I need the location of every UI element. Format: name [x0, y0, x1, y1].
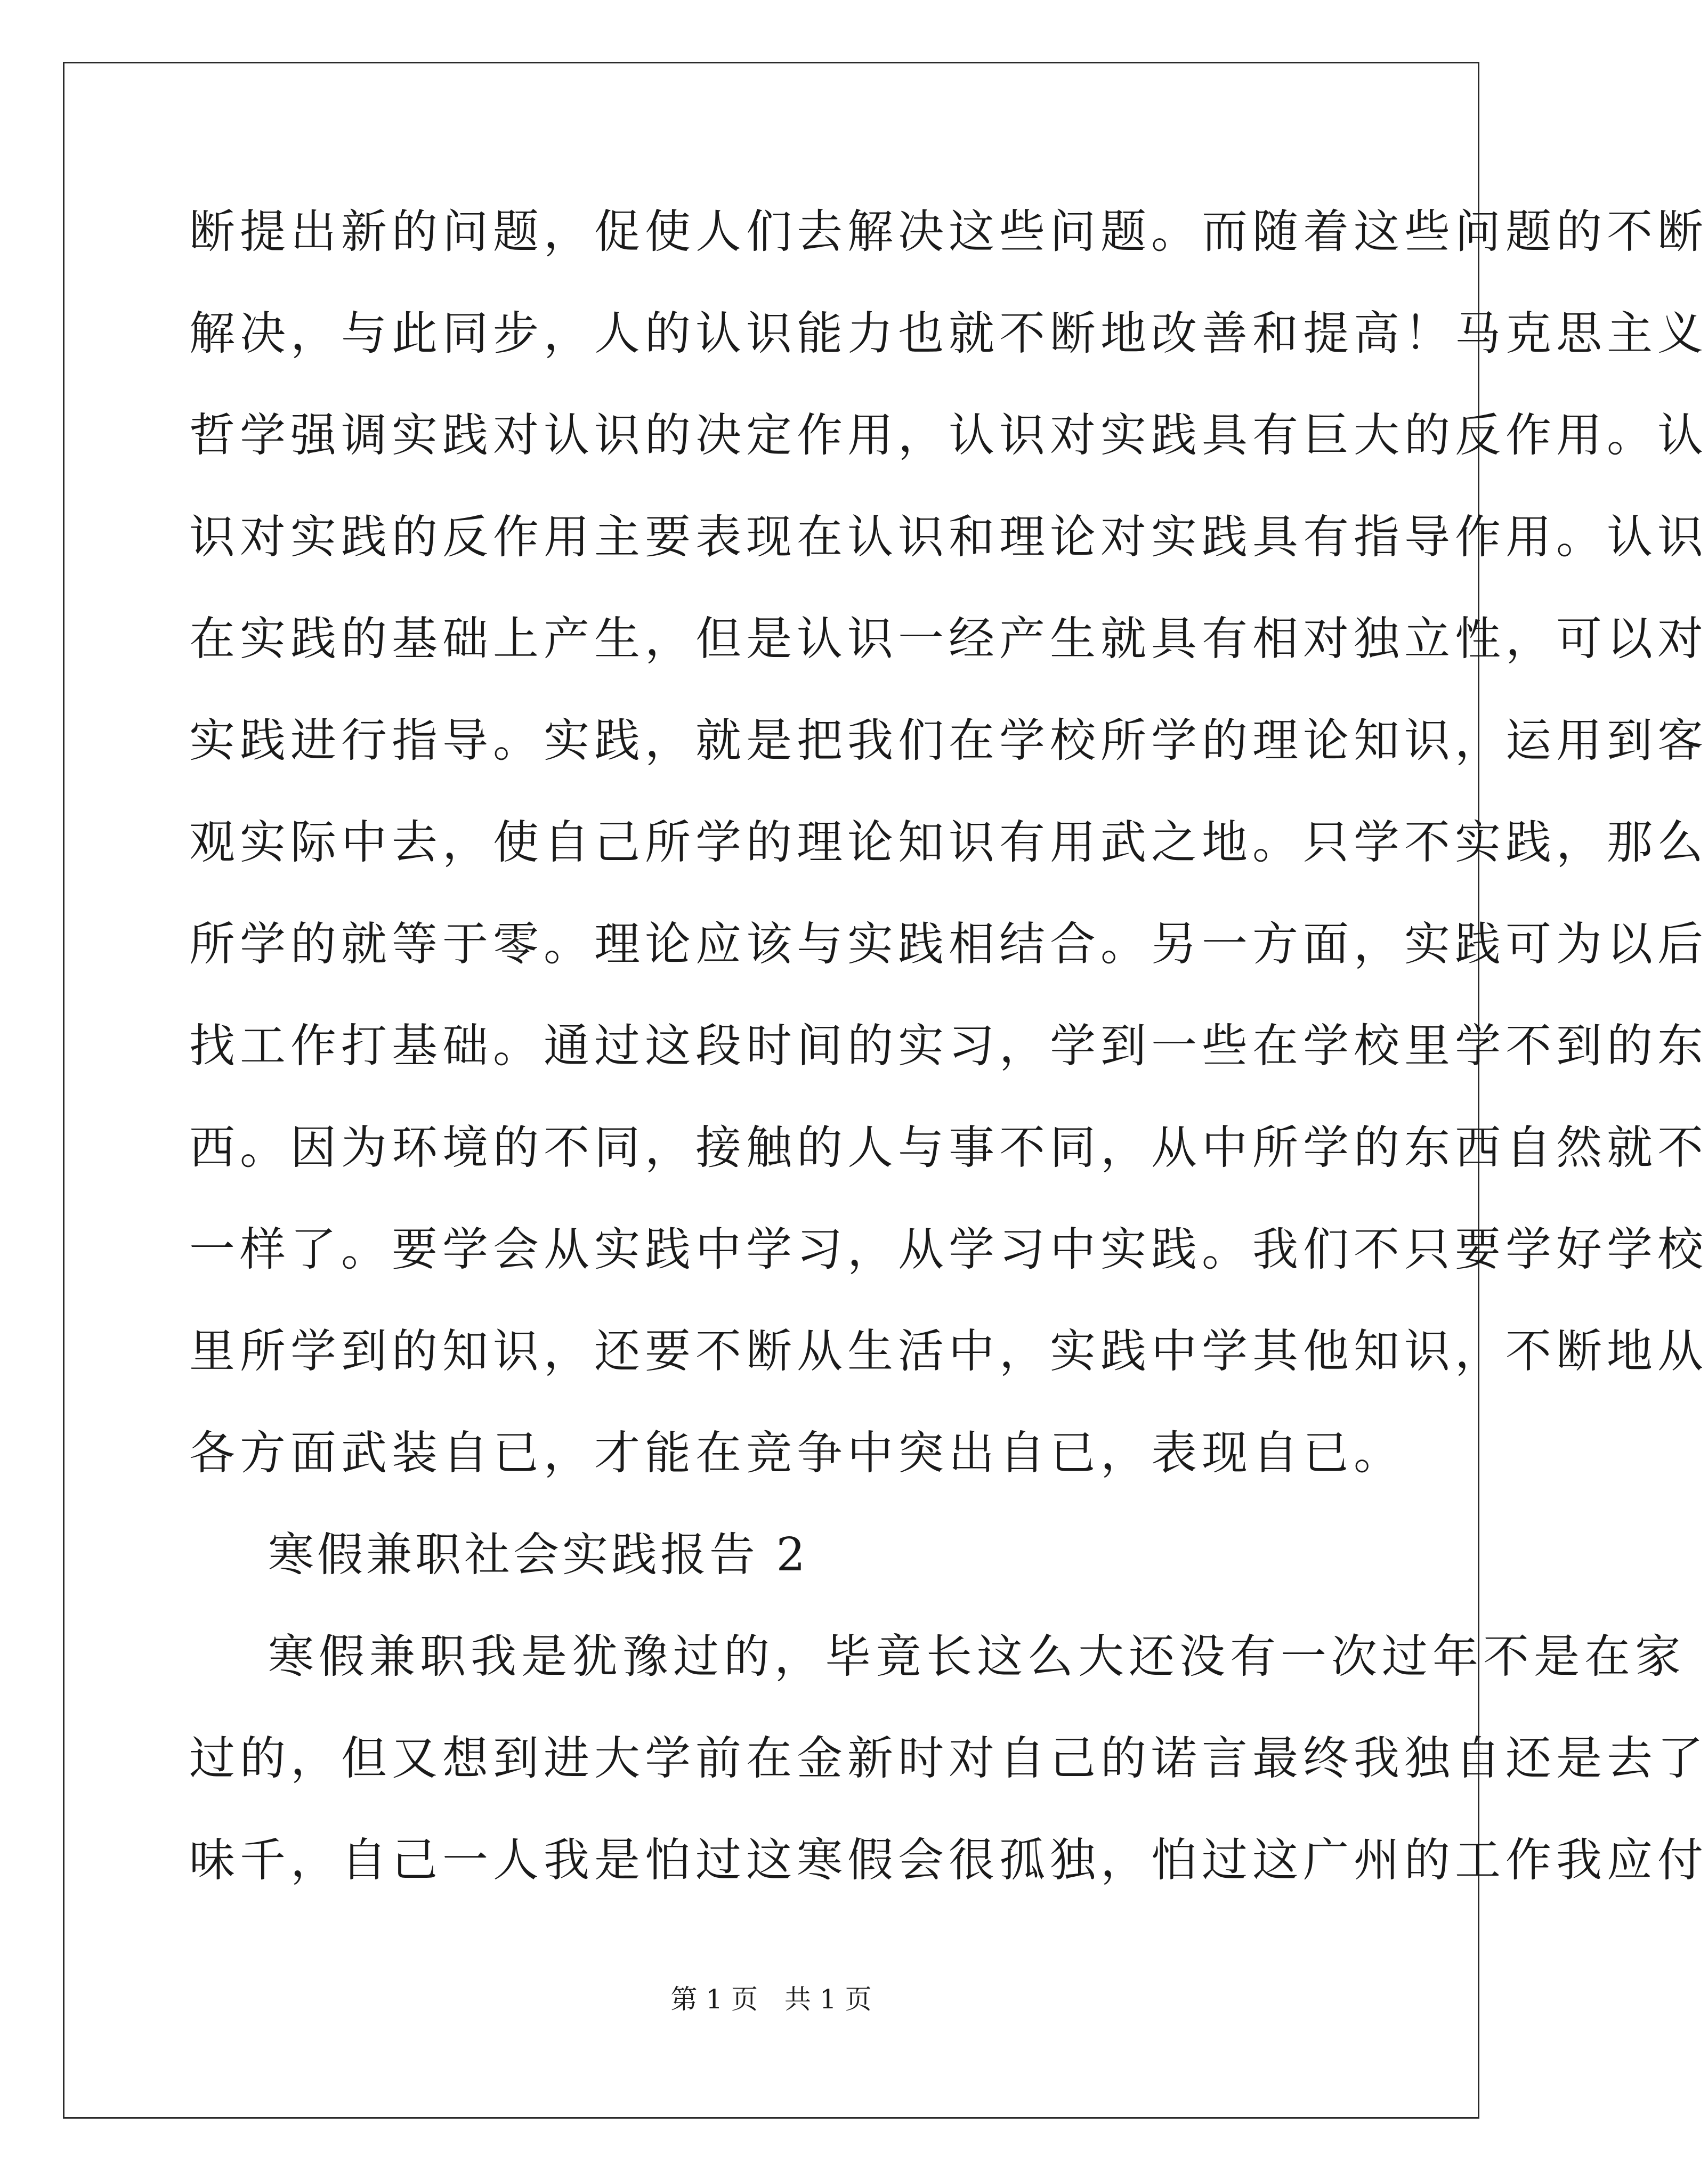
paragraph-line: 寒假兼职我是犹豫过的，毕竟长这么大还没有一次过年不是在家 [268, 1630, 1686, 1683]
section-heading: 寒假兼职社会实践报告 2 [268, 1528, 809, 1582]
paragraph-line: 观实际中去，使自己所学的理论知识有用武之地。只学不实践，那么 [189, 816, 1708, 869]
paragraph-line: 过的，但又想到进大学前在金新时对自己的诺言最终我独自还是去了 [189, 1732, 1708, 1785]
paragraph-line: 所学的就等于零。理论应该与实践相结合。另一方面，实践可为以后 [189, 918, 1708, 971]
paragraph-line: 西。因为环境的不同，接触的人与事不同，从中所学的东西自然就不 [189, 1121, 1708, 1174]
paragraph-line: 里所学到的知识，还要不断从生活中，实践中学其他知识，不断地从 [189, 1325, 1708, 1378]
paragraph-line: 哲学强调实践对认识的决定作用，认识对实践具有巨大的反作用。认 [189, 409, 1708, 462]
paragraph-line: 在实践的基础上产生，但是认识一经产生就具有相对独立性，可以对 [189, 612, 1708, 666]
paragraph-line: 识对实践的反作用主要表现在认识和理论对实践具有指导作用。认识 [189, 510, 1708, 564]
paragraph-line: 一样了。要学会从实践中学习，从学习中实践。我们不只要学好学校 [189, 1223, 1708, 1276]
document-body [189, 197, 1708, 1927]
page-number-footer: 第 1 页 共 1 页 [670, 1984, 872, 2015]
paragraph-line: 解决，与此同步，人的认识能力也就不断地改善和提高！马克思主义 [189, 307, 1708, 360]
paragraph-line: 实践进行指导。实践，就是把我们在学校所学的理论知识，运用到客 [189, 714, 1708, 767]
paragraph-line: 味千，自己一人我是怕过这寒假会很孤独，怕过这广州的工作我应付 [189, 1834, 1708, 1887]
paragraph-line: 断提出新的问题，促使人们去解决这些问题。而随着这些问题的不断 [189, 205, 1708, 258]
paragraph-line: 各方面武装自已，才能在竞争中突出自已，表现自已。 [189, 1426, 1404, 1480]
paragraph-line: 找工作打基础。通过这段时间的实习，学到一些在学校里学不到的东 [189, 1019, 1708, 1073]
